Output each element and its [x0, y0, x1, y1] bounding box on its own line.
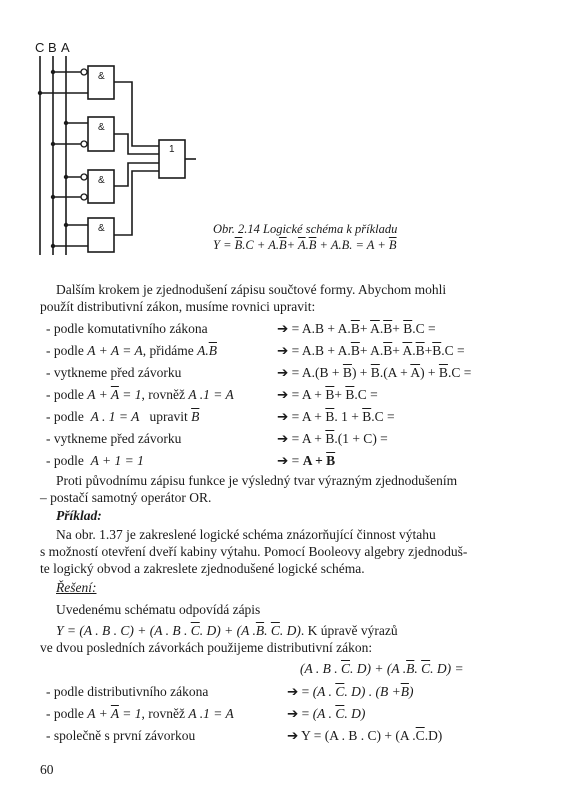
step-4: - podle $A + \overline{A} = 1$, rovněž A .1 = A	[46, 387, 234, 402]
step-6: - vytkneme před závorku	[46, 431, 182, 446]
step2-2: - podle $A + \overline{A} = 1$, rovněž A .1 = A	[46, 706, 234, 721]
paragraph-1-line-2: použít distributivní zákon, musíme rovnici upravit:	[40, 299, 316, 314]
figure-equation: $Y = \overline{B}.C + A.\overline{B}+ \overline{A}.\overline{B} + A.B$. = $A + \overline{B}$	[213, 238, 397, 252]
step2-2-result: ➔ = (A . $\overline{C}$. D)	[287, 706, 366, 721]
or-gate-label: 1	[169, 144, 175, 155]
step2-1-result: ➔ = (A . $\overline{C}$. D) . $(B +\overline{B})$	[287, 684, 414, 699]
and-gate-3-label: &	[98, 175, 105, 186]
paragraph-3-line-1: Na obr. 1.37 je zakreslené logické schéma znázorňující činnost výtahu	[56, 527, 436, 542]
step-7-result: ➔ = $A + \overline{B}$	[277, 453, 336, 468]
and-gate-2-label: &	[98, 122, 105, 133]
step-4-result: ➔ = $A + \overline{B}+ \overline{B}.C$ =	[277, 387, 378, 402]
step2-3-result: ➔ Y = (A . B . C) + (A $.\overline{C}.D$)	[287, 728, 443, 743]
paragraph-3-line-3: te logický obvod a zakreslete zjednodušené logické schéma.	[40, 561, 365, 576]
paragraph-2-line-1: Proti původnímu zápisu funkce je výsledný tvar výrazným zjednodušením	[56, 473, 458, 488]
paragraph-5-line-2: ve dvou posledních závorkách použijeme distributivní zákon:	[40, 640, 373, 655]
step2-1: - podle distributivního zákona	[46, 684, 209, 699]
step-2: - podle A + A = A, přidáme $A.\overline{B}$	[46, 343, 217, 358]
paragraph-4: Uvedenému schématu odpovídá zápis	[56, 602, 261, 617]
distributive-expression: (A . B . $\overline{C}$. D) + (A $.\overline{B}$. $\overline{C}$. D) =	[300, 661, 464, 676]
step-6-result: ➔ = $A + \overline{B}.(1 + C)$ =	[277, 431, 388, 446]
input-label-c: C	[35, 40, 45, 55]
step-7: - podle A + 1 = 1	[46, 453, 144, 468]
step-2-result: ➔ = $A.B + A.\overline{B}+ A.\overline{B}+ \overline{A}.\overline{B}+\overline{B}.C$ =	[277, 343, 465, 358]
step-1: - podle komutativního zákona	[46, 321, 208, 336]
paragraph-2-line-2: – postačí samotný operátor OR.	[40, 490, 212, 505]
step2-3: - společně s první závorkou	[46, 728, 196, 743]
example-heading: Příklad:	[56, 508, 102, 523]
paragraph-3-line-2: s možností otevření dveří kabiny výtahu. Pomocí Booleovy algebry zjednoduš-	[40, 544, 468, 559]
solution-heading: Řešení:	[56, 580, 97, 595]
and-gate-4-label: &	[98, 223, 105, 234]
figure-caption: Obr. 2.14 Logické schéma k příkladu	[213, 222, 398, 236]
paragraph-1-line-1: Dalším krokem je zjednodušení zápisu součtové formy. Abychom mohli	[56, 282, 447, 297]
step-5-result: ➔ = $A + \overline{B}$. $1 + \overline{B}.C$ =	[277, 409, 395, 424]
step-3: - vytkneme před závorku	[46, 365, 182, 380]
step-3-result: ➔ = $A.(B + \overline{B}) + \overline{B}.(A + \overline{A}) + \overline{B}.C$ =	[277, 365, 472, 380]
paragraph-5-line-1: Y = (A . B . C) + (A . B . $\overline{C}$. D) + (A $.\overline{B}$. $\overline{C}$. D). K úpravě výrazů	[56, 623, 398, 638]
step-1-result: ➔ = $A.B + A.\overline{B}+ \overline{A}.\overline{B}+ \overline{B}.C$ =	[277, 321, 436, 336]
step-5: - podle A . 1 = A upravit $\overline{B}$	[46, 409, 200, 424]
input-label-b: B	[48, 40, 57, 55]
and-gate-1-label: &	[98, 71, 105, 82]
input-label-a: A	[61, 40, 70, 55]
page-number: 60	[40, 762, 54, 777]
